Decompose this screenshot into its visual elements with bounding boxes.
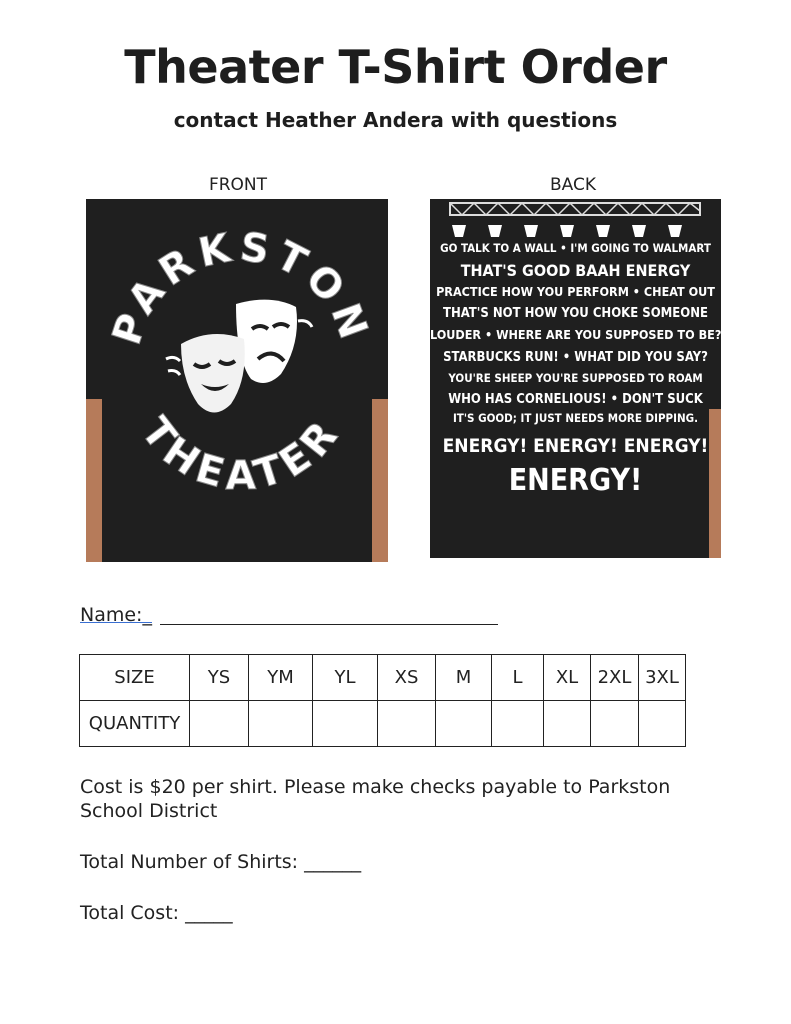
size-cell: XS <box>378 655 436 701</box>
back-line: LOUDER • WHERE ARE YOU SUPPOSED TO BE? <box>430 327 721 342</box>
quantity-input-xs[interactable] <box>378 701 436 747</box>
back-shirt-image <box>430 199 721 558</box>
back-line: THAT'S NOT HOW YOU CHOKE SOMEONE <box>442 306 708 321</box>
size-cell: L <box>492 655 544 701</box>
size-row <box>80 655 686 701</box>
back-line: WHO HAS CORNELIOUS! • DON'T SUCK <box>448 392 703 407</box>
size-cell: XL <box>544 655 591 701</box>
front-shirt-image <box>86 199 388 562</box>
quantity-input-3xl[interactable] <box>639 701 686 747</box>
total-shirts-field[interactable]: Total Number of Shirts: ______ <box>80 851 362 873</box>
size-cell: 2XL <box>591 655 639 701</box>
size-cell: M <box>436 655 492 701</box>
front-label: FRONT <box>208 175 268 195</box>
quantity-input-xl[interactable] <box>544 701 591 747</box>
quantity-row <box>80 701 686 747</box>
back-line: THAT'S GOOD BAAH ENERGY <box>460 260 691 280</box>
back-line-energy: ENERGY! <box>508 462 643 498</box>
back-quotes <box>430 243 721 496</box>
back-line: IT'S GOOD; IT JUST NEEDS MORE DIPPING. <box>452 411 699 425</box>
size-cell: YM <box>249 655 313 701</box>
name-label: Name:_ <box>80 604 152 626</box>
name-underline[interactable] <box>160 624 498 625</box>
back-line: YOU'RE SHEEP YOU'RE SUPPOSED TO ROAM <box>448 370 703 385</box>
size-cell: YS <box>190 655 249 701</box>
back-line: GO TALK TO A WALL • I'M GOING TO WALMART <box>440 241 711 255</box>
front-bottom-arc-text: THEATER <box>131 408 351 500</box>
back-label: BACK <box>549 175 596 195</box>
quantity-input-yl[interactable] <box>313 701 378 747</box>
quantity-input-m[interactable] <box>436 701 492 747</box>
front-graphic <box>86 199 388 562</box>
size-cell: 3XL <box>639 655 686 701</box>
quantity-input-l[interactable] <box>492 701 544 747</box>
page-title: Theater T-Shirt Order <box>124 40 667 94</box>
back-line: ENERGY! ENERGY! ENERGY! <box>442 434 709 457</box>
back-line: STARBUCKS RUN! • WHAT DID YOU SAY? <box>443 349 708 365</box>
size-quantity-table <box>79 654 686 747</box>
stage-lights-truss <box>430 199 721 243</box>
quantity-input-ym[interactable] <box>249 701 313 747</box>
quantity-header: QUANTITY <box>80 701 190 747</box>
front-top-arc-text: PARKSTON <box>103 223 379 351</box>
size-header: SIZE <box>80 655 190 701</box>
back-line: PRACTICE HOW YOU PERFORM • CHEAT OUT <box>436 283 715 299</box>
quantity-input-2xl[interactable] <box>591 701 639 747</box>
size-cell: YL <box>313 655 378 701</box>
quantity-input-ys[interactable] <box>190 701 249 747</box>
cost-note: Cost is $20 per shirt. Please make checks payable to Parkston School District <box>80 776 671 822</box>
name-field[interactable] <box>80 604 152 626</box>
page-subtitle: contact Heather Andera with questions <box>173 108 618 132</box>
theater-masks-icon <box>166 300 312 413</box>
spotlight-icons <box>452 225 682 237</box>
total-cost-field[interactable]: Total Cost: _____ <box>80 902 233 924</box>
